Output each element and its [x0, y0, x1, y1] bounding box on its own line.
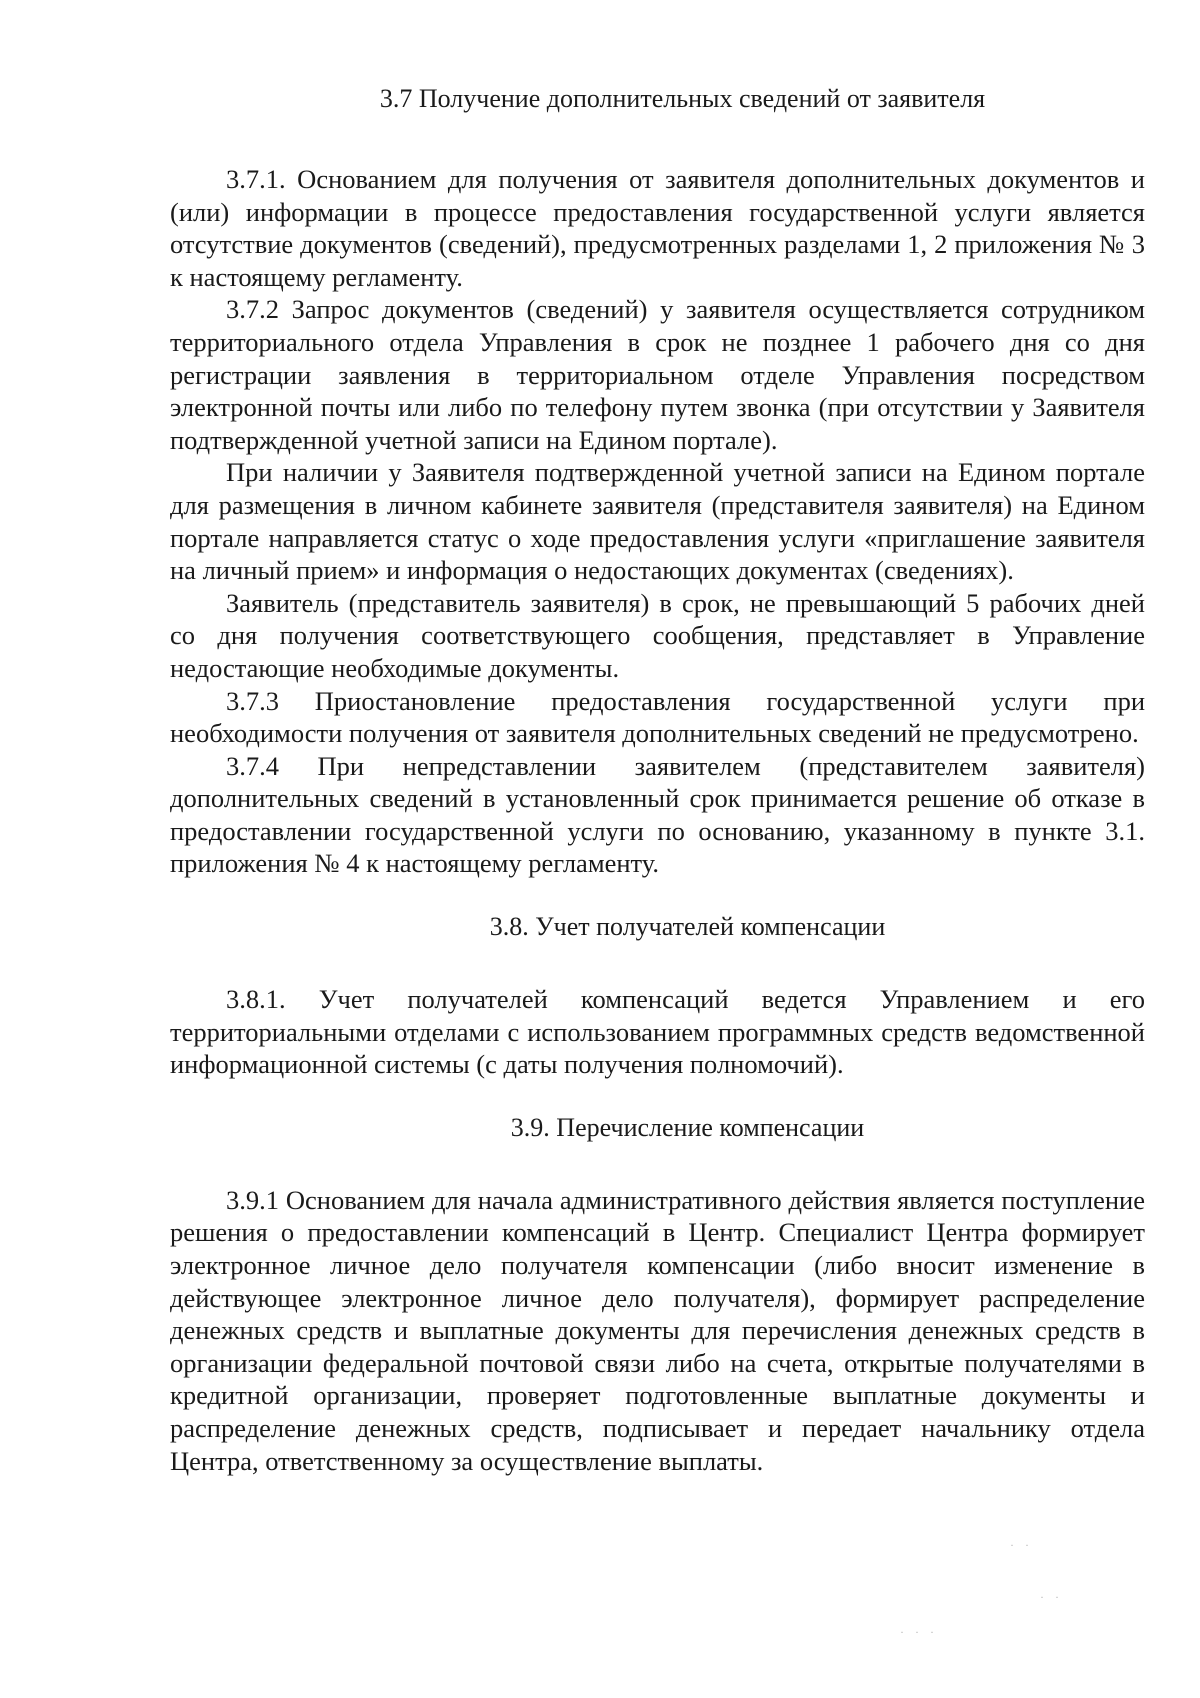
- scan-speckle: · · ·: [900, 1625, 938, 1639]
- section-3-9: [170, 1111, 1145, 1477]
- scan-speckle: · ·: [1040, 1590, 1063, 1604]
- section-3-8: [170, 910, 1145, 1081]
- paragraph-3-7-3: 3.7.3 Приостановление предоставления государственной услуги при необходимости получения от заявителя дополнительных сведений не предусмотрено.: [170, 685, 1145, 749]
- section-heading: 3.8. Учет получателей компенсации: [489, 912, 886, 942]
- paragraph-3-9-1: 3.9.1 Основанием для начала административного действия является поступление решения о предоставлении компенсаций в Центр. Специалист Центра формирует электронное личное дело получателя компенсации (либо вносит изменение в действующее электронное личное дело получателя), формирует распределение денежных средств и выплатные документы для перечисления денежных средств в организации федеральной почтовой связи либо на счета, открытые получателями в кредитной организации, проверяет подготовленные выплатные документы и распределение денежных средств, подписывает и передает начальнику отдела Центра, ответственному за осуществление выплаты.: [170, 1184, 1145, 1476]
- section-heading: 3.7 Получение дополнительных сведений от заявителя: [379, 84, 986, 113]
- section-3-7: [170, 82, 1145, 880]
- scan-speckle: · ·: [1010, 1538, 1033, 1552]
- paragraph-3-7-4: 3.7.4 При непредставлении заявителем (представителем заявителя) дополнительных сведений в установленный срок принимается решение об отказе в предоставлении государственной услуги по основанию, указанному в пункте 3.1. приложения № 4 к настоящему регламенту.: [170, 750, 1145, 879]
- paragraph-3-8-1: 3.8.1. Учет получателей компенсаций ведется Управлением и его территориальными отделами с использованием программных средств ведомственной информационной системы (с даты получения полномочий).: [170, 984, 1145, 1080]
- document-page: [170, 82, 1145, 1477]
- paragraph-applicant: Заявитель (представитель заявителя) в срок, не превышающий 5 рабочих дней со дня получения соответствующего сообщения, представляет в Управление недостающие необходимые документы.: [170, 587, 1145, 683]
- paragraph-3-7-2: 3.7.2 Запрос документов (сведений) у заявителя осуществляется сотрудником территориального отдела Управления в срок не позднее 1 рабочего дня со дня регистрации заявления в территориальном отделе Управления посредством электронной почты или либо по телефону путем звонка (при отсутствии у Заявителя подтвержденной учетной записи на Едином портале).: [170, 294, 1145, 455]
- paragraph-3-7-1: 3.7.1. Основанием для получения от заявителя дополнительных документов и (или) информации в процессе предоставления государственной услуги является отсутствие документов (сведений), предусмотренных разделами 1, 2 приложения № 3 к настоящему регламенту.: [170, 164, 1145, 292]
- paragraph-portal: При наличии у Заявителя подтвержденной учетной записи на Едином портале для размещения в личном кабинете заявителя (представителя заявителя) на Едином портале направляется статус о ходе предоставления услуги «приглашение заявителя на личный прием» и информация о недостающих документах (сведениях).: [170, 457, 1145, 586]
- section-heading: 3.9. Перечисление компенсации: [510, 1112, 865, 1142]
